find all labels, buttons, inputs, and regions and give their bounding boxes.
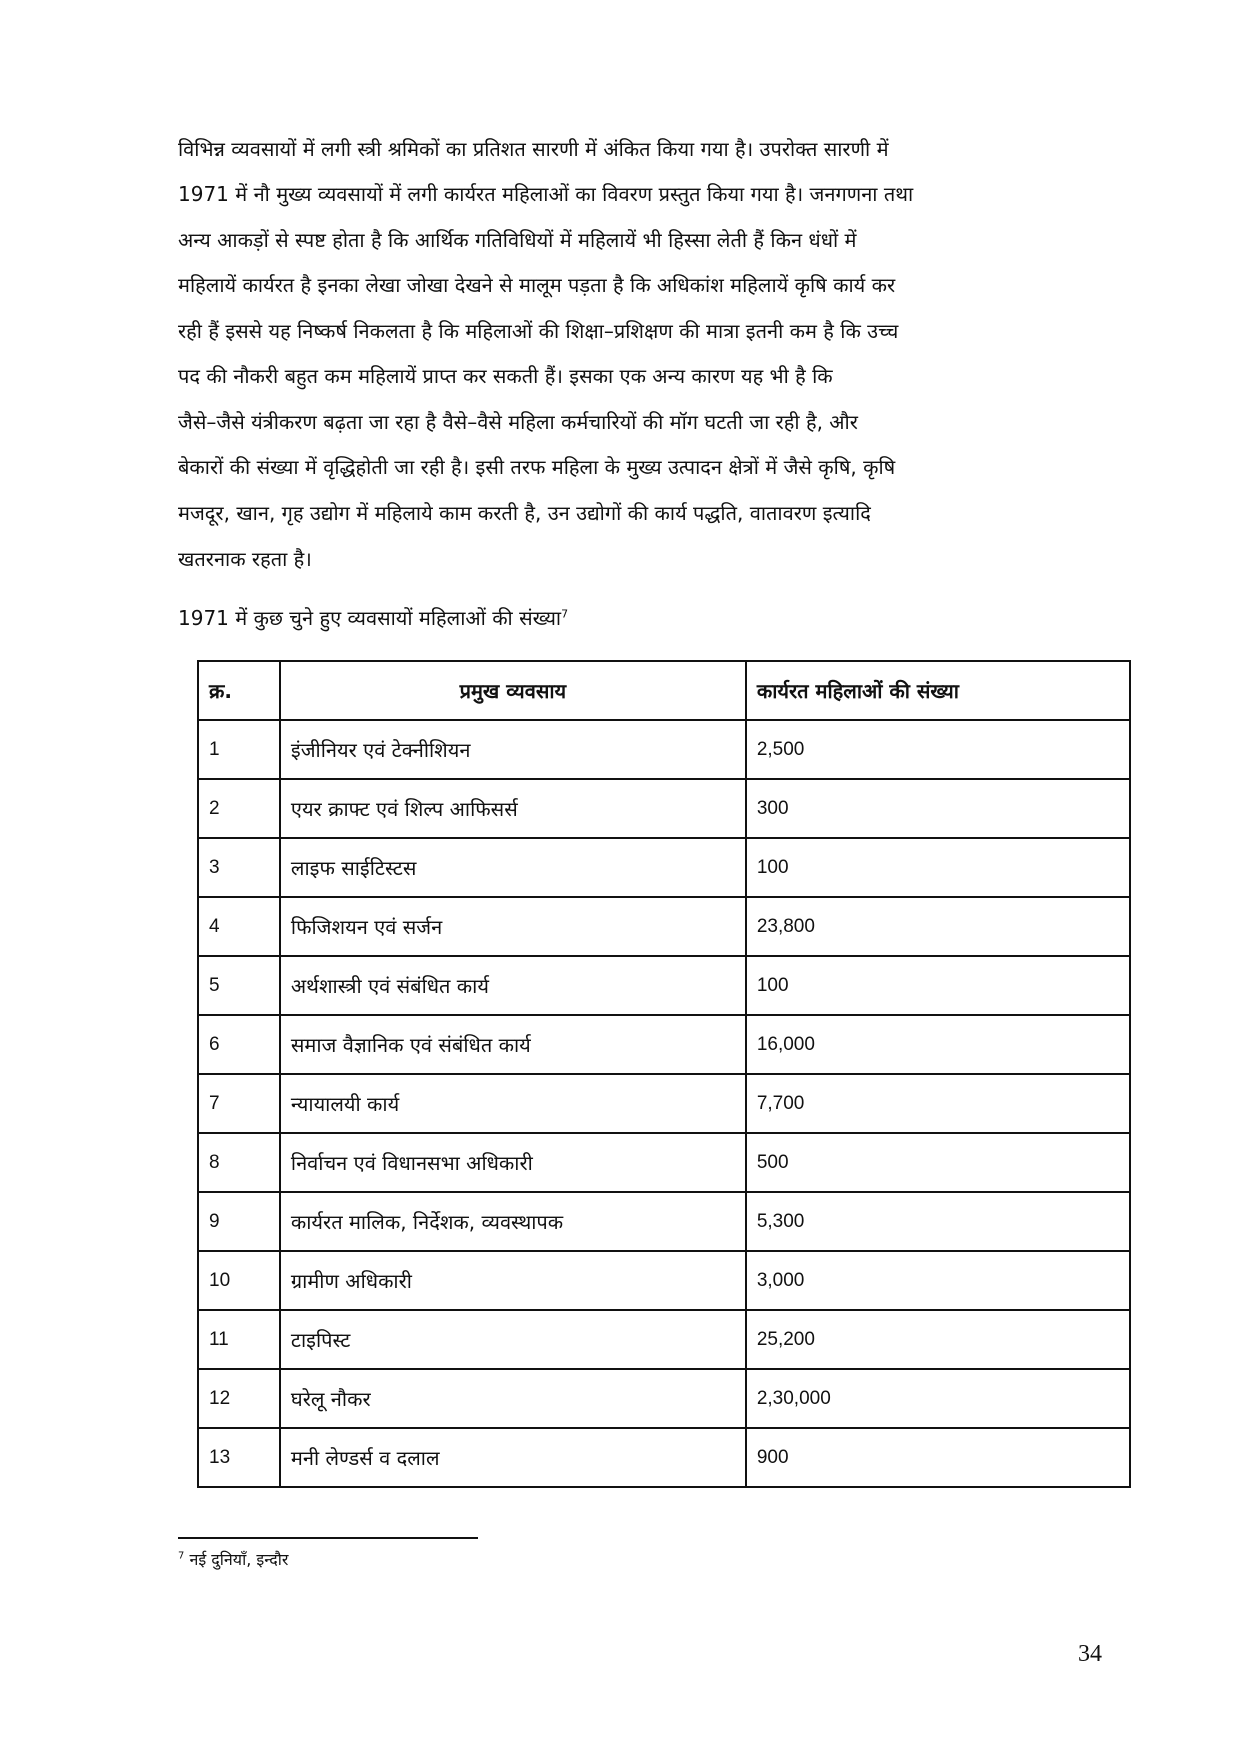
cell-serial: 11 xyxy=(198,1310,280,1369)
header-serial: क्र. xyxy=(198,661,280,720)
cell-occupation: फिजिशयन एवं सर्जन xyxy=(280,897,746,956)
cell-occupation: मनी लेण्डर्स व दलाल xyxy=(280,1428,746,1487)
footnote-reference: 7 xyxy=(561,607,569,621)
cell-serial: 8 xyxy=(198,1133,280,1192)
table-header-row xyxy=(198,661,1130,720)
table-row xyxy=(198,897,1130,956)
table-row xyxy=(198,1310,1130,1369)
cell-occupation: निर्वाचन एवं विधानसभा अधिकारी xyxy=(280,1133,746,1192)
paragraph-line: रही हैं इससे यह निष्कर्ष निकलता है कि महिलाओं की शिक्षा–प्रशिक्षण की मात्रा इतनी कम है कि उच्च xyxy=(178,319,899,343)
table-row xyxy=(198,720,1130,779)
table-row xyxy=(198,838,1130,897)
cell-occupation: घरेलू नौकर xyxy=(280,1369,746,1428)
table-row xyxy=(198,1074,1130,1133)
header-count: कार्यरत महिलाओं की संख्या xyxy=(746,661,1130,720)
paragraph-line: मजदूर, खान, गृह उद्योग में महिलाये काम करती है, उन उद्योगों की कार्य पद्धति, वातावरण इत्यादि xyxy=(178,501,871,525)
paragraph-line: विभिन्न व्यवसायों में लगी स्त्री श्रमिकों का प्रतिशत सारणी में अंकित किया गया है। उपरोक्त सारणी में xyxy=(178,137,889,161)
cell-serial: 4 xyxy=(198,897,280,956)
cell-occupation: इंजीनियर एवं टेक्नीशियन xyxy=(280,720,746,779)
table-row xyxy=(198,1428,1130,1487)
cell-serial: 1 xyxy=(198,720,280,779)
cell-occupation: ग्रामीण अधिकारी xyxy=(280,1251,746,1310)
cell-count: 5,300 xyxy=(746,1192,1130,1251)
cell-count: 25,200 xyxy=(746,1310,1130,1369)
table-row xyxy=(198,1015,1130,1074)
cell-serial: 10 xyxy=(198,1251,280,1310)
cell-count: 2,500 xyxy=(746,720,1130,779)
table-row xyxy=(198,1133,1130,1192)
paragraph-line: पद की नौकरी बहुत कम महिलायें प्राप्त कर सकती हैं। इसका एक अन्य कारण यह भी है कि xyxy=(178,364,833,388)
footnote-text: नई दुनियाँ, इन्दौर xyxy=(184,1550,289,1569)
footnote-marker: 7 xyxy=(178,1550,185,1562)
table-row xyxy=(198,1192,1130,1251)
table-row xyxy=(198,956,1130,1015)
footnote-divider xyxy=(178,1537,478,1539)
cell-count: 100 xyxy=(746,838,1130,897)
cell-occupation: एयर क्राफ्ट एवं शिल्प आफिसर्स xyxy=(280,779,746,838)
table-caption xyxy=(178,604,568,631)
occupation-table xyxy=(197,660,1131,1488)
cell-serial: 2 xyxy=(198,779,280,838)
cell-occupation: न्यायालयी कार्य xyxy=(280,1074,746,1133)
paragraph-line: खतरनाक रहता है। xyxy=(178,547,312,571)
cell-count: 7,700 xyxy=(746,1074,1130,1133)
cell-count: 900 xyxy=(746,1428,1130,1487)
cell-serial: 13 xyxy=(198,1428,280,1487)
cell-count: 16,000 xyxy=(746,1015,1130,1074)
cell-count: 100 xyxy=(746,956,1130,1015)
cell-serial: 12 xyxy=(198,1369,280,1428)
paragraph-line: महिलायें कार्यरत है इनका लेखा जोखा देखने से मालूम पड़ता है कि अधिकांश महिलायें कृषि कार्य कर xyxy=(178,273,896,297)
cell-count: 2,30,000 xyxy=(746,1369,1130,1428)
paragraph-line: 1971 में नौ मुख्य व्यवसायों में लगी कार्यरत महिलाओं का विवरण प्रस्तुत किया गया है। जनगणना तथा xyxy=(178,182,914,206)
cell-count: 500 xyxy=(746,1133,1130,1192)
cell-serial: 6 xyxy=(198,1015,280,1074)
cell-occupation: समाज वैज्ञानिक एवं संबंधित कार्य xyxy=(280,1015,746,1074)
paragraph-line: बेकारों की संख्या में वृद्धिहोती जा रही है। इसी तरफ महिला के मुख्य उत्पादन क्षेत्रों में जैसे कृषि, कृषि xyxy=(178,455,896,479)
cell-count: 300 xyxy=(746,779,1130,838)
cell-occupation: टाइपिस्ट xyxy=(280,1310,746,1369)
table-row xyxy=(198,1369,1130,1428)
cell-count: 23,800 xyxy=(746,897,1130,956)
header-occupation: प्रमुख व्यवसाय xyxy=(280,661,746,720)
cell-serial: 3 xyxy=(198,838,280,897)
cell-occupation: कार्यरत मालिक, निर्देशक, व्यवस्थापक xyxy=(280,1192,746,1251)
footnote xyxy=(178,1548,288,1570)
cell-serial: 9 xyxy=(198,1192,280,1251)
table-row xyxy=(198,1251,1130,1310)
table-caption-text: 1971 में कुछ चुने हुए व्यवसायों महिलाओं की संख्या xyxy=(178,606,562,630)
table-row xyxy=(198,779,1130,838)
cell-serial: 5 xyxy=(198,956,280,1015)
page-number: 34 xyxy=(1078,1641,1102,1667)
cell-count: 3,000 xyxy=(746,1251,1130,1310)
cell-occupation: अर्थशास्त्री एवं संबंधित कार्य xyxy=(280,956,746,1015)
paragraph-line: अन्य आकड़ों से स्पष्ट होता है कि आर्थिक गतिविधियों में महिलायें भी हिस्सा लेती हैं किन धंधों में xyxy=(178,228,857,252)
cell-serial: 7 xyxy=(198,1074,280,1133)
cell-occupation: लाइफ साईटिस्टस xyxy=(280,838,746,897)
paragraph-line: जैसे–जैसे यंत्रीकरण बढ़ता जा रहा है वैसे–वैसे महिला कर्मचारियों की मॉग घटती जा रही है, और xyxy=(178,410,858,434)
